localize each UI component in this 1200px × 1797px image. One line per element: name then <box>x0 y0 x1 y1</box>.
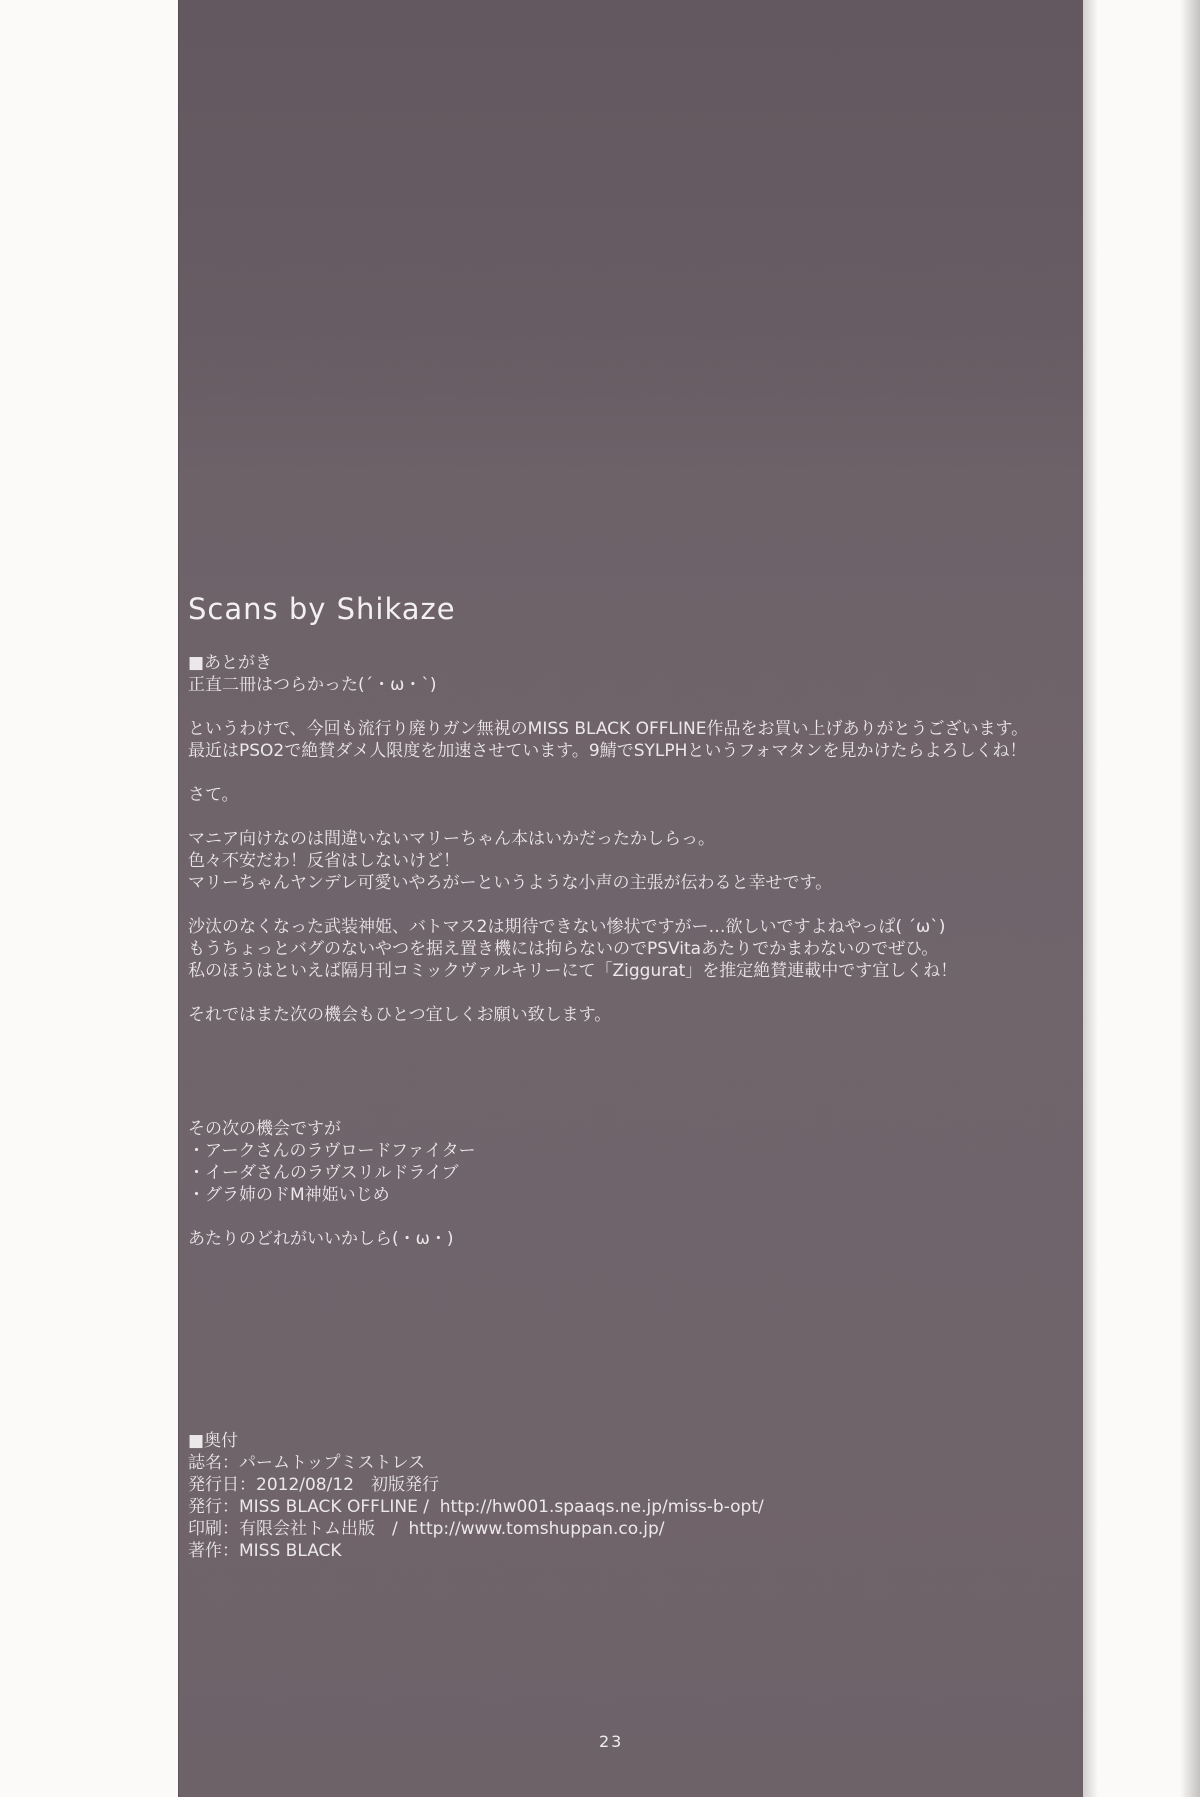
afterword-heading: ■あとがき <box>188 653 273 673</box>
next-works-section <box>188 1118 476 1250</box>
scan-credit-text: Scans by Shikaze <box>188 592 456 626</box>
page-number: 23 <box>599 1732 624 1751</box>
colophon-publisher-line: 発行：MISS BLACK OFFLINE / http://hw001.spaaqs.ne.jp/miss-b-opt/ <box>188 1497 764 1517</box>
afterword-line: 最近はPSO2で絶賛ダメ人限度を加速させています。9鯖でSYLPHというフォマタンを見かけたらよろしくね！ <box>188 741 1027 761</box>
afterword-line: 私のほうはといえば隔月刊コミックヴァルキリーにて「Ziggurat」を推定絶賛連載中です宜しくね！ <box>188 961 958 981</box>
blank-line <box>188 762 1028 784</box>
colophon-heading: ■奥付 <box>188 1431 239 1451</box>
next-works-outro: あたりのどれがいいかしら(・ω・) <box>188 1229 454 1249</box>
colophon-printer-line: 印刷：有限会社トム出版 / http://www.tomshuppan.co.jp/ <box>188 1519 665 1539</box>
afterword-line: 沙汰のなくなった武装神姫、バトマス2は期待できない惨状ですがー…欲しいですよねやっぱ( ´ω`) <box>188 917 946 937</box>
afterword-line: というわけで、今回も流行り廃りガン無視のMISS BLACK OFFLINE作品をお買い上げありがとうございます。 <box>188 719 1029 739</box>
next-works-item: ・グラ姉のドM神姫いじめ <box>188 1185 390 1205</box>
blank-line <box>188 1206 476 1228</box>
scan-right-edge <box>1180 0 1200 1797</box>
afterword-line: マニア向けなのは間違いないマリーちゃん本はいかだったかしらっ。 <box>188 829 715 849</box>
blank-line <box>188 982 1028 1004</box>
page-edge-shadow <box>1082 0 1098 1797</box>
colophon-date-line: 発行日：2012/08/12 初版発行 <box>188 1475 439 1495</box>
doujin-afterword-page <box>178 0 1083 1797</box>
next-works-item: ・アークさんのラヴロードファイター <box>188 1141 476 1161</box>
afterword-section <box>188 652 1028 1026</box>
afterword-line: マリーちゃんヤンデレ可愛いやろがーというような小声の主張が伝わると幸せです。 <box>188 873 833 893</box>
colophon-section <box>188 1430 764 1562</box>
blank-line <box>188 894 1028 916</box>
colophon-title-line: 誌名：パームトップミストレス <box>188 1453 425 1473</box>
next-works-item: ・イーダさんのラヴスリルドライブ <box>188 1163 459 1183</box>
next-works-intro: その次の機会ですが <box>188 1119 341 1139</box>
afterword-line: 色々不安だわ！反省はしないけど！ <box>188 851 460 871</box>
afterword-closing-line: それではまた次の機会もひとつ宜しくお願い致します。 <box>188 1005 612 1025</box>
blank-line <box>188 696 1028 718</box>
blank-line <box>188 806 1028 828</box>
colophon-author-line: 著作：MISS BLACK <box>188 1541 342 1561</box>
afterword-intro-line: 正直二冊はつらかった(´・ω・`) <box>188 675 437 695</box>
afterword-line: もうちょっとバグのないやつを据え置き機には拘らないのでPSVitaあたりでかまわないのでぜひ。 <box>188 939 939 959</box>
afterword-line: さて。 <box>188 785 239 805</box>
